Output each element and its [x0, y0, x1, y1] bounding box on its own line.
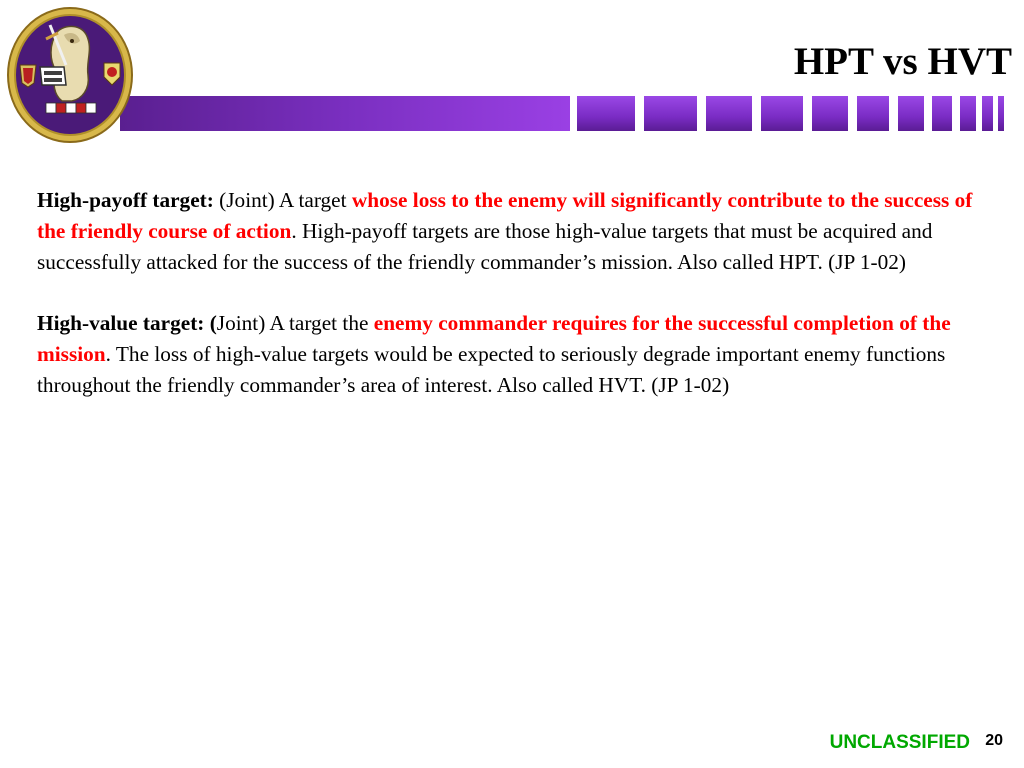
definition-lead: Joint) A target the	[216, 311, 374, 336]
definition-term: High-value target: (	[37, 311, 217, 336]
definition-term: High-payoff target:	[37, 188, 214, 212]
definition-rest: . High-payoff targets are those high-value targets that must be acquired and successfully attacked for the success of the friendly commander’s mission. Also called HPT. (JP 1-02)	[37, 218, 933, 274]
unit-emblem-icon	[6, 5, 134, 145]
definition-paragraph-hpt	[37, 185, 992, 277]
definitions-body	[37, 185, 992, 401]
header-bar-graphic	[120, 96, 1010, 131]
definition-paragraph-hvt	[37, 308, 992, 400]
definition-lead: (Joint) A target	[213, 188, 352, 212]
definition-emphasis: enemy commander requires for the successful completion of the mission	[37, 311, 951, 366]
slide-title: HPT vs HVT	[793, 40, 1012, 83]
page-number: 20	[985, 732, 1003, 749]
definition-emphasis: whose loss to the enemy will significantly contribute to the success of the friendly course of action	[37, 188, 973, 243]
classification-label: UNCLASSIFIED	[829, 732, 970, 753]
definition-rest: . The loss of high-value targets would be expected to seriously degrade important enemy functions throughout the friendly commander’s area of interest. Also called HVT. (JP 1-02)	[37, 341, 946, 397]
header-bar	[120, 96, 1010, 131]
emblem-graphic	[6, 5, 134, 145]
